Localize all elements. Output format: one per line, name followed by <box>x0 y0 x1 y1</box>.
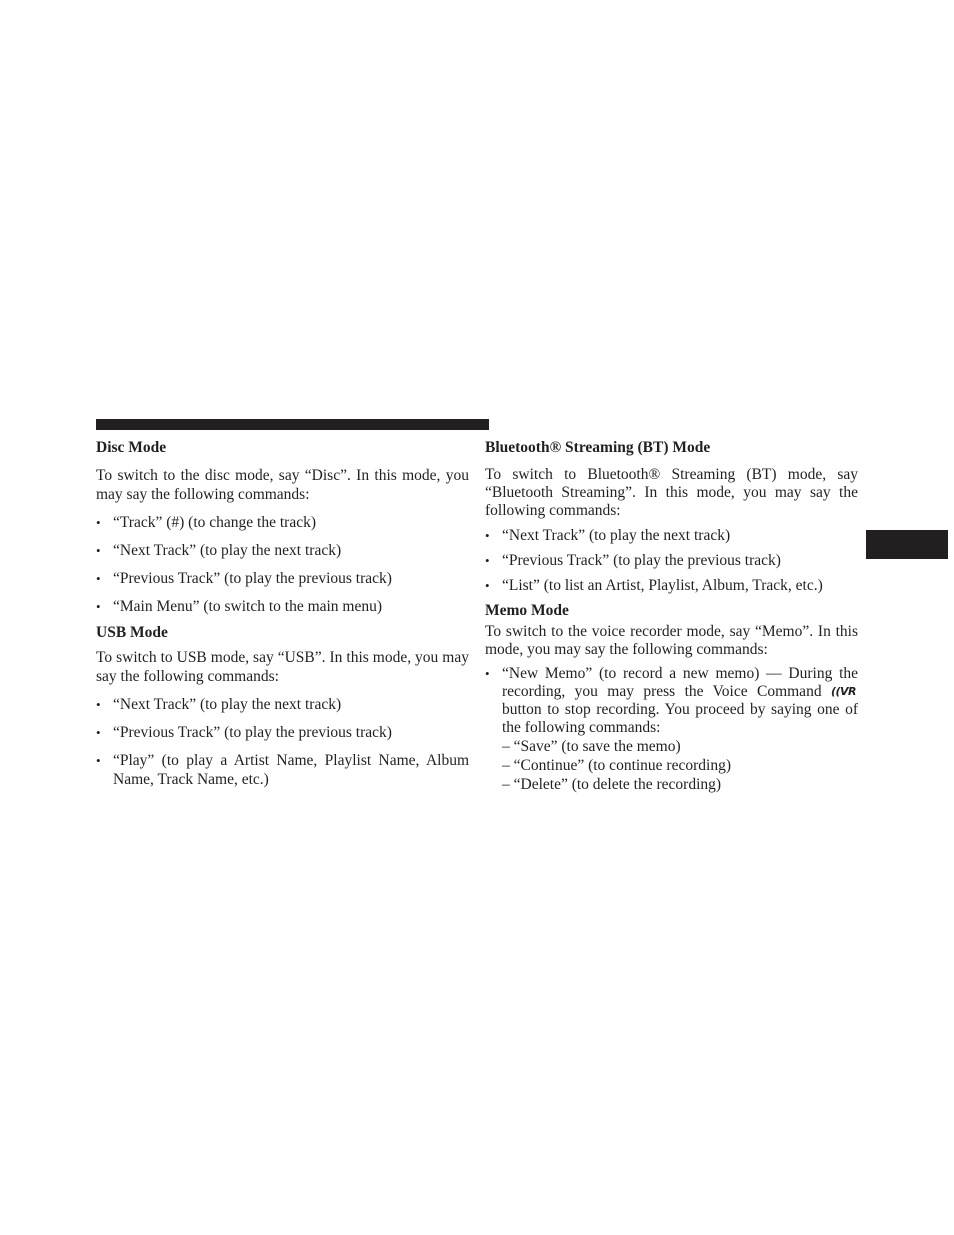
memo-sub-item: – “Delete” (to delete the recording) <box>502 776 722 793</box>
bullet-icon: • <box>96 697 101 712</box>
memo-mode-heading: Memo Mode <box>485 602 569 619</box>
list-item: • “Previous Track” (to play the previous track) <box>485 552 781 569</box>
list-item: • “Play” (to play a Artist Name, Playlist Name, Album Name, Track Name, etc.) <box>96 752 469 788</box>
right-column <box>485 437 858 794</box>
bullet-icon: • <box>485 578 490 593</box>
bullet-icon: • <box>96 599 101 614</box>
voice-command-icon: ((VR <box>830 685 857 698</box>
bt-mode-intro: To switch to Bluetooth® Streaming (BT) mode, say “Bluetooth Streaming”. In this mode, you may say the following commands: <box>485 466 858 519</box>
list-item: • “Main Menu” (to switch to the main menu) <box>96 598 383 615</box>
list-item: • “Next Track” (to play the next track) <box>96 696 342 713</box>
section-top-rule <box>96 419 489 430</box>
list-item: • “Track” (#) (to change the track) <box>96 514 316 531</box>
disc-mode-heading: Disc Mode <box>96 439 167 456</box>
list-item: • “New Memo” (to record a new memo) — During the recording, you may press the Voice Command ((VRbutton to stop recording. You proceed by saying one of the following commands: <box>485 665 858 736</box>
bt-mode-heading: Bluetooth® Streaming (BT) Mode <box>485 439 711 456</box>
bullet-icon: • <box>485 553 490 568</box>
chapter-tab-marker <box>866 530 948 559</box>
disc-mode-commands <box>96 513 469 616</box>
bullet-icon: • <box>96 725 101 740</box>
disc-mode-intro: To switch to the disc mode, say “Disc”. In this mode, you may say the following commands: <box>96 467 469 503</box>
usb-mode-heading: USB Mode <box>96 624 168 641</box>
list-item: • “List” (to list an Artist, Playlist, Album, Track, etc.) <box>485 577 823 594</box>
memo-mode-commands <box>485 665 858 737</box>
list-item: • “Previous Track” (to play the previous track) <box>96 570 392 587</box>
memo-sub-item: – “Save” (to save the memo) <box>502 738 681 755</box>
bullet-icon: • <box>485 666 490 681</box>
left-column <box>96 437 469 789</box>
list-item: • “Next Track” (to play the next track) <box>96 542 342 559</box>
bullet-icon: • <box>96 571 101 586</box>
bullet-icon: • <box>485 528 490 543</box>
list-item: • “Previous Track” (to play the previous track) <box>96 724 392 741</box>
memo-mode-intro: To switch to the voice recorder mode, say “Memo”. In this mode, you may say the following commands: <box>485 623 858 658</box>
bullet-icon: • <box>96 543 101 558</box>
usb-mode-commands <box>96 695 469 789</box>
bullet-icon: • <box>96 753 101 768</box>
bullet-icon: • <box>96 515 101 530</box>
memo-sub-item: – “Continue” (to continue recording) <box>502 757 731 774</box>
list-item: • “Next Track” (to play the next track) <box>485 527 731 544</box>
bt-mode-commands <box>485 526 858 595</box>
usb-mode-intro: To switch to USB mode, say “USB”. In this mode, you may say the following commands: <box>96 649 469 685</box>
